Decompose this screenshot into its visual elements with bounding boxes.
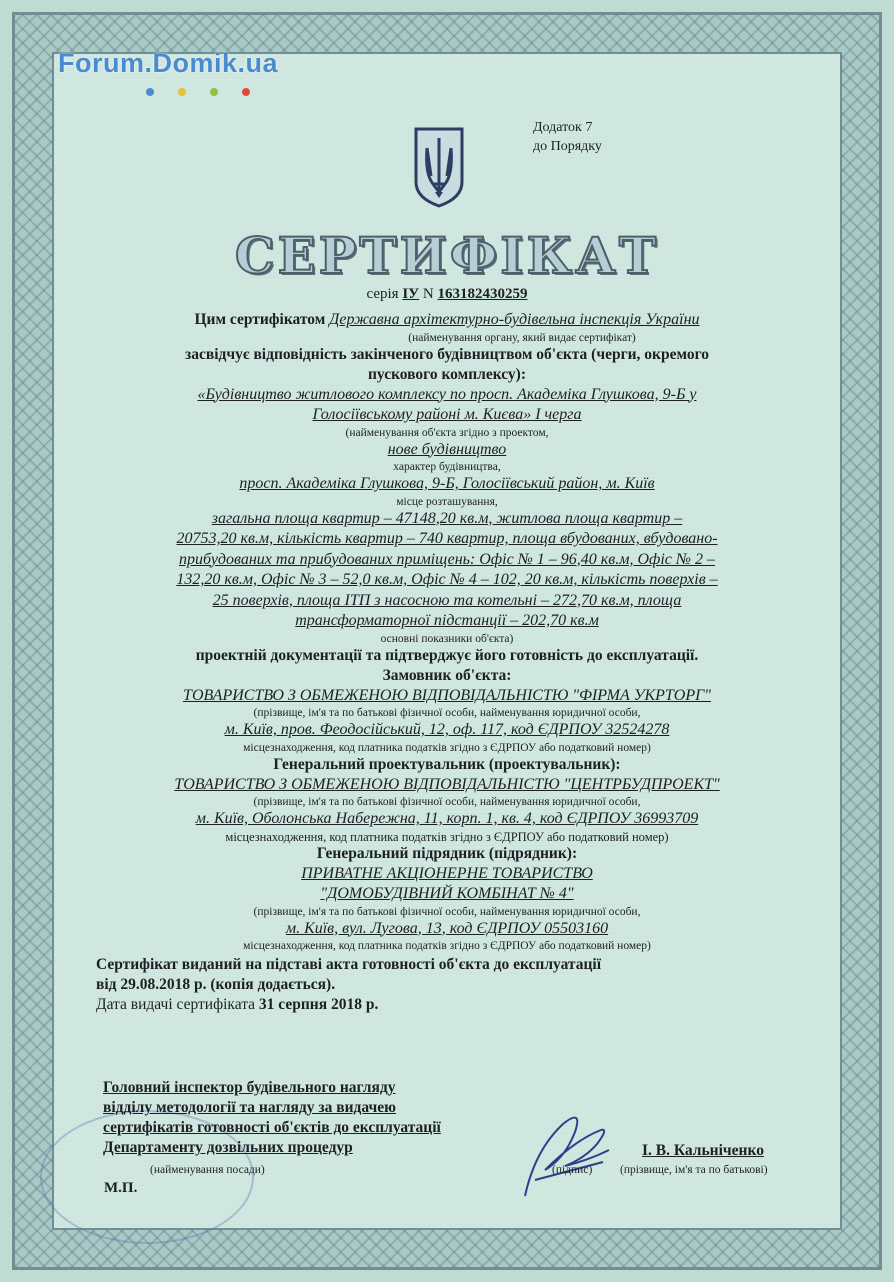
annex-note [533, 118, 602, 156]
designer-name: ТОВАРИСТВО З ОБМЕЖЕНОЮ ВІДПОВІДАЛЬНІСТЮ "ЦЕНТРБУДПРОЕКТ" [174, 775, 720, 793]
customer-name: ТОВАРИСТВО З ОБМЕЖЕНОЮ ВІДПОВІДАЛЬНІСТЮ "ФІРМА УКРТОРГ" [183, 686, 711, 704]
readiness-statement: проектній документації та підтверджує його готовність до експлуатації. [195, 646, 699, 664]
contractor-heading: Генеральний підрядник (підрядник): [316, 844, 578, 862]
designer-caption: (прізвище, ім'я та по батькові фізичної особи, найменування юридичної особи, [253, 796, 641, 808]
watermark-dots [146, 88, 250, 96]
object-caption: (найменування об'єкта згідно з проектом, [345, 426, 549, 439]
designer-heading: Генеральний проектувальник (проектувальник): [273, 755, 621, 773]
certificate-body [96, 310, 798, 1015]
position-line: відділу методології та нагляду за видачею [103, 1099, 396, 1116]
construction-type: нове будівництво [387, 440, 507, 458]
object-name-line: «Будівництво житлового комплексу по просп. Академіка Глушкова, 9-Б у [197, 385, 697, 403]
name-caption: (прізвище, ім'я та по батькові) [620, 1164, 768, 1176]
position-caption: (найменування посади) [150, 1164, 265, 1176]
basis-line: Сертифікат виданий на підставі акта готовності об'єкта до експлуатації [96, 956, 602, 973]
construction-type-caption: характер будівництва, [393, 461, 501, 473]
customer-heading: Замовник об'єкта: [382, 666, 512, 684]
indicator-line: 132,20 кв.м, Офіс № 3 – 52,0 кв.м, Офіс № 4 – 102, 20 кв.м, кількість поверхів – [176, 571, 718, 588]
contractor-name: ПРИВАТНЕ АКЦІОНЕРНЕ ТОВАРИСТВО [301, 864, 593, 882]
watermark-dot [242, 88, 250, 96]
customer-address-caption: місцезнаходження, код платника податків згідно з ЄДРПОУ або податковий номер) [243, 741, 651, 754]
designer-address: м. Київ, Оболонська Набережна, 11, корп. 1, кв. 4, код ЄДРПОУ 36993709 [195, 810, 699, 827]
serial-line [0, 286, 894, 303]
number-label: N [422, 286, 434, 302]
coat-of-arms-icon [413, 126, 465, 208]
contractor-name: "ДОМОБУДІВНИЙ КОМБІНАТ № 4" [320, 885, 574, 902]
watermark-text: Forum.Domik.ua [58, 48, 279, 78]
watermark-dot [210, 88, 218, 96]
location-caption: місце розташування, [396, 495, 498, 508]
handwritten-signature [505, 1110, 615, 1202]
issue-date: 31 серпня 2018 р. [258, 996, 379, 1013]
customer-address: м. Київ, пров. Феодосійський, 12, оф. 117, код ЄДРПОУ 32524278 [224, 721, 670, 738]
contractor-address: м. Київ, вул. Лугова, 13, код ЄДРПОУ 05503160 [285, 919, 609, 937]
signature-caption: (підпис) [552, 1164, 593, 1176]
issuer-line [96, 310, 798, 331]
contractor-caption: (прізвище, ім'я та по батькові фізичної особи, найменування юридичної особи, [253, 905, 641, 918]
series-label: серія [366, 286, 399, 302]
contractor-address-caption: місцезнаходження, код платника податків згідно з ЄДРПОУ або податковий номер) [243, 940, 651, 952]
indicator-line: загальна площа квартир – 47148,20 кв.м, житлова площа квартир – [211, 509, 683, 527]
customer-caption: (прізвище, ім'я та по батькові фізичної особи, найменування юридичної особи, [253, 707, 641, 719]
indicators-caption: основні показники об'єкта) [380, 632, 514, 645]
series-value: ІУ [402, 286, 420, 302]
indicator-line: 25 поверхів, площа ІТП з насосною та котельні – 272,70 кв.м, площа [212, 591, 682, 609]
signer-name: І. В. Кальніченко [642, 1142, 764, 1159]
official-position [103, 1078, 563, 1158]
certificate-number: 163182430259 [437, 286, 528, 302]
issuer-prefix: Цим сертифікатом [194, 311, 326, 328]
statement-line: засвідчує відповідність закінченого будівництвом об'єкта (черги, окремого [185, 345, 709, 363]
position-line: сертифікатів готовності об'єктів до експлуатації [103, 1119, 441, 1136]
annex-line: до Порядку [533, 139, 602, 154]
issue-date-line [96, 995, 798, 1015]
indicator-line: трансформаторної підстанції – 202,70 кв.м [295, 612, 599, 629]
object-location: просп. Академіка Глушкова, 9-Б, Голосіївський район, м. Київ [239, 475, 655, 492]
statement-line: пускового комплексу): [367, 365, 526, 383]
designer-address-caption: місцезнаходження, код платника податків згідно з ЄДРПОУ або податковий номер) [225, 829, 669, 844]
position-line: Головний інспектор будівельного нагляду [103, 1079, 396, 1096]
annex-line: Додаток 7 [533, 120, 593, 135]
basis-line: від 29.08.2018 р. (копія додається). [96, 976, 336, 993]
watermark-dot [178, 88, 186, 96]
seal-label: М.П. [104, 1180, 138, 1196]
document-title: СЕРТИФІКАТ [234, 226, 660, 285]
issuer-name: Державна архітектурно-будівельна інспекція України [329, 311, 700, 328]
position-line: Департаменту дозвільних процедур [103, 1139, 353, 1156]
issuer-caption: (найменування органу, який видає сертифікат) [408, 331, 636, 344]
indicator-line: 20753,20 кв.м, кількість квартир – 740 квартир, площа вбудованих, вбудовано- [176, 530, 718, 547]
issue-date-label: Дата видачі сертифіката [96, 996, 256, 1013]
object-name-line: Голосіївському районі м. Києва» І черга [312, 406, 582, 423]
indicator-line: прибудованих та прибудованих приміщень: Офіс № 1 – 96,40 кв.м, Офіс № 2 – [179, 550, 715, 568]
watermark-dot [146, 88, 154, 96]
